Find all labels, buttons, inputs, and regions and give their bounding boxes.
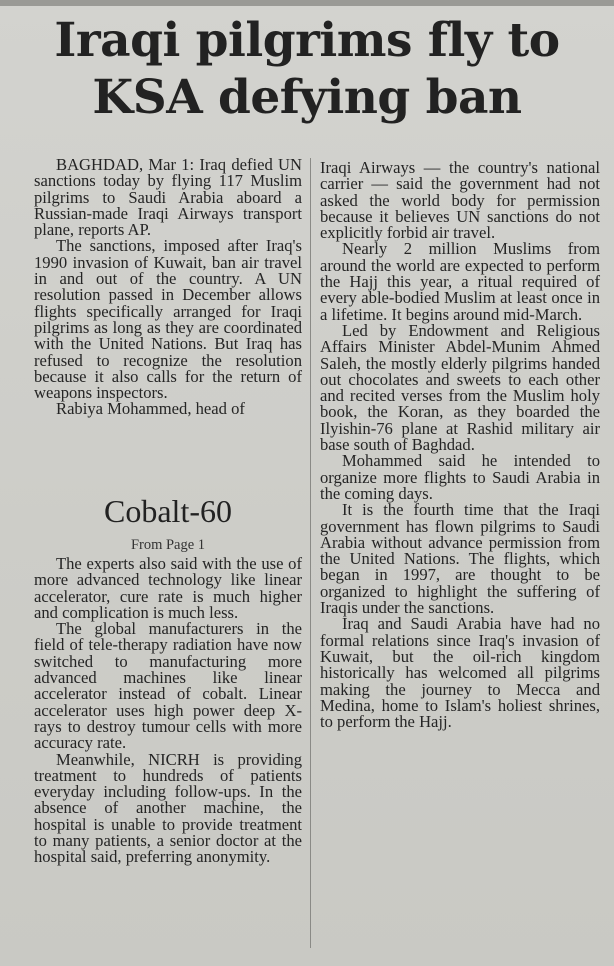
article-paragraph: Iraqi Airways — the country's national carrier — said the government had not asked the world body for permission because it believes UN sanctions do not explicitly forbid air travel. [320, 158, 600, 243]
article-paragraph: Nearly 2 million Muslims from around the world are expected to perform the Hajj this year, a ritual required of every able-bodied Muslim at least once in a lifetime. It begins around mid-March. [320, 239, 600, 324]
article-paragraph: BAGHDAD, Mar 1: Iraq defied UN sanctions today by flying 117 Muslim pilgrims to Saudi Arabia aboard a Russian-made Iraqi Airways transport plane, reports AP. [34, 155, 302, 240]
article-paragraph: It is the fourth time that the Iraqi government has flown pilgrims to Saudi Arabia without advance permission from the United Nations. The flights, which began in 1997, are thought to be organized to highlight the suffering of Iraqis under the sanctions. [320, 500, 600, 618]
cobalt-paragraph: The global manufacturers in the field of tele-therapy radiation have now switched to manufacturing more advanced machines like linear accelerator instead of cobalt. Linear accelerator uses high power deep X-rays to destroy tumour cells with more accuracy rate. [34, 619, 302, 753]
article-paragraph: Rabiya Mohammed, head of [56, 399, 245, 419]
headline-line-1: Iraqi pilgrims fly to [54, 13, 560, 68]
right-column [320, 160, 600, 730]
article-paragraph: Led by Endowment and Religious Affairs Minister Abdel-Munim Ahmed Saleh, the mostly elderly pilgrims handed out chocolates and sweets to each other and recited verses from the Muslim holy book, the Koran, as they boarded the Ilyishin-76 plane at Rashid military air base south of Baghdad. [320, 320, 600, 455]
headline-line-2: KSA defying ban [92, 70, 522, 125]
column-divider [310, 158, 311, 948]
cobalt-column [34, 556, 302, 866]
cobalt-subhead: Cobalt-60 [104, 493, 232, 529]
top-border [0, 0, 614, 6]
article-paragraph: Iraq and Saudi Arabia have had no formal relations since Iraq's invasion of Kuwait, but the oil-rich kingdom historically has welcomed all pilgrims making the journey to Mecca and Medina, home to Islam's holiest shrines, to perform the Hajj. [320, 614, 600, 732]
cobalt-paragraph: The experts also said with the use of more advanced technology like linear accelerator, cure rate is much higher and complication is much less. [34, 554, 302, 622]
headline [12, 12, 602, 126]
left-column [34, 157, 302, 418]
article-paragraph: The sanctions, imposed after Iraq's 1990 invasion of Kuwait, ban air travel in and out of the country. A UN resolution passed in December allows flights specifically arranged for Iraqi pilgrims as long as they are coordinated with the United Nations. But Iraq has refused to recognize the resolution because it also calls for the return of weapons inspectors. [34, 236, 302, 403]
cobalt-paragraph: Meanwhile, NICRH is providing treatment to hundreds of patients everyday including follow-ups. In the absence of another machine, the hospital is unable to provide treatment to many patients, a senior doctor at the hospital said, preferring anonymity. [34, 749, 302, 867]
article-paragraph: Mohammed said he intended to organize more flights to Saudi Arabia in the coming days. [320, 451, 600, 503]
from-page-label: From Page 1 [130, 537, 206, 553]
